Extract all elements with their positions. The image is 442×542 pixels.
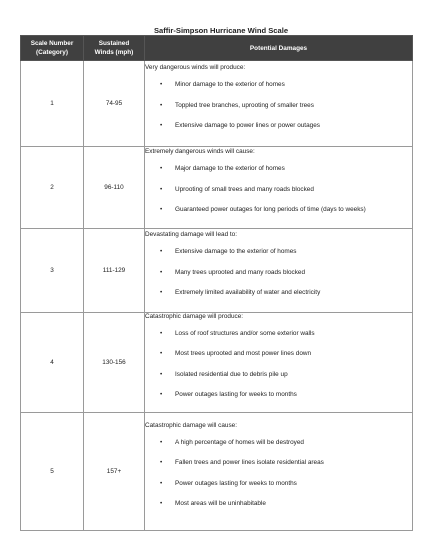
- damage-item: [145, 500, 412, 508]
- bullet-icon: •: [160, 165, 163, 173]
- damage-item: [145, 439, 412, 447]
- damage-item-text: Extensive damage to power lines or power outages: [175, 122, 320, 130]
- category-cell: 3: [21, 229, 84, 313]
- damage-item-text: Many trees uprooted and many roads blocked: [175, 268, 306, 276]
- damage-intro: Devastating damage will lead to:: [145, 231, 238, 239]
- damages-cell: [145, 229, 413, 313]
- damage-item-text: Minor damage to the exterior of homes: [175, 81, 285, 89]
- damage-list: [145, 81, 412, 130]
- bullet-icon: •: [160, 391, 163, 399]
- damage-item-text: Fallen trees and power lines isolate residential areas: [175, 459, 324, 467]
- header-winds-line1: Sustained: [98, 40, 130, 47]
- damage-item: [145, 371, 412, 379]
- bullet-icon: •: [160, 248, 163, 256]
- damage-item: [145, 165, 412, 173]
- damage-item-text: Guaranteed power outages for long periods of time (days to weeks): [175, 206, 366, 214]
- hurricane-scale-table: [20, 35, 413, 531]
- damage-item: [145, 122, 412, 130]
- damages-cell: [145, 147, 413, 229]
- damage-item-text: Most areas will be uninhabitable: [175, 499, 266, 507]
- damage-item-text: Power outages lasting for weeks to months: [175, 391, 297, 399]
- table-header-row: [21, 36, 413, 61]
- damage-intro: Extremely dangerous winds will cause:: [145, 148, 255, 156]
- bullet-icon: •: [160, 459, 163, 467]
- bullet-icon: •: [160, 101, 163, 109]
- damage-item-text: Extensive damage to the exterior of homes: [175, 248, 297, 256]
- damage-item: [145, 391, 412, 399]
- header-damages: Potential Damages: [145, 36, 413, 61]
- damages-cell: [145, 313, 413, 413]
- damage-item: [145, 102, 412, 110]
- bullet-icon: •: [160, 499, 163, 507]
- table-body: [21, 61, 413, 531]
- header-category-line1: Scale Number: [30, 40, 74, 47]
- winds-cell: 130-156: [84, 313, 145, 413]
- header-winds-line2: Winds (mph): [94, 49, 134, 56]
- bullet-icon: •: [160, 122, 163, 130]
- damage-intro: Very dangerous winds will produce:: [145, 64, 246, 72]
- table-row: [21, 147, 413, 229]
- winds-cell: 111-129: [84, 229, 145, 313]
- table-row: [21, 313, 413, 413]
- damage-intro: Catastrophic damage will cause:: [145, 421, 237, 429]
- winds-cell: 157+: [84, 412, 145, 530]
- winds-cell: 96-110: [84, 147, 145, 229]
- bullet-icon: •: [160, 438, 163, 446]
- damage-item-text: Loss of roof structures and/or some exterior walls: [175, 330, 315, 337]
- bullet-icon: •: [160, 185, 163, 193]
- header-category-line2: (Category): [36, 49, 68, 56]
- bullet-icon: •: [160, 479, 163, 487]
- damage-item: [145, 81, 412, 89]
- category-cell: 4: [21, 313, 84, 413]
- damage-item: [145, 330, 412, 338]
- damage-intro: Catastrophic damage will produce:: [145, 313, 244, 320]
- category-cell: 2: [21, 147, 84, 229]
- bullet-icon: •: [160, 206, 163, 214]
- damage-item: [145, 248, 412, 256]
- damage-item-text: Isolated residential due to debris pile up: [175, 370, 288, 378]
- damage-list: [145, 248, 412, 297]
- damages-cell: [145, 412, 413, 530]
- damage-item: [145, 480, 412, 488]
- bullet-icon: •: [160, 330, 163, 337]
- damage-item: [145, 186, 412, 194]
- table-row: [21, 229, 413, 313]
- bullet-icon: •: [160, 81, 163, 89]
- damage-item: [145, 350, 412, 358]
- bullet-icon: •: [160, 268, 163, 276]
- damage-list: [145, 439, 412, 508]
- damage-item-text: Uprooting of small trees and many roads blocked: [175, 185, 314, 193]
- damage-item-text: A high percentage of homes will be destroyed: [175, 438, 304, 446]
- damage-list: [145, 165, 412, 214]
- damage-item-text: Toppled tree branches, uprooting of smaller trees: [175, 101, 314, 109]
- winds-cell: 74-95: [84, 61, 145, 147]
- damage-item-text: Major damage to the exterior of homes: [175, 165, 285, 173]
- header-winds: [84, 36, 145, 61]
- category-cell: 1: [21, 61, 84, 147]
- damage-item: [145, 459, 412, 467]
- damage-item: [145, 269, 412, 277]
- bullet-icon: •: [160, 370, 163, 378]
- header-category: [21, 36, 84, 61]
- damage-item: [145, 206, 412, 214]
- table-row: [21, 412, 413, 530]
- damage-item-text: Extremely limited availability of water and electricity: [175, 289, 321, 297]
- category-cell: 5: [21, 412, 84, 530]
- document-title: Saffir-Simpson Hurricane Wind Scale: [153, 26, 289, 35]
- bullet-icon: •: [160, 350, 163, 358]
- damage-list: [145, 330, 412, 399]
- damage-item-text: Most trees uprooted and most power lines down: [175, 350, 312, 358]
- damages-cell: [145, 61, 413, 147]
- table-row: [21, 61, 413, 147]
- bullet-icon: •: [160, 289, 163, 297]
- damage-item-text: Power outages lasting for weeks to months: [175, 479, 297, 487]
- damage-item: [145, 289, 412, 297]
